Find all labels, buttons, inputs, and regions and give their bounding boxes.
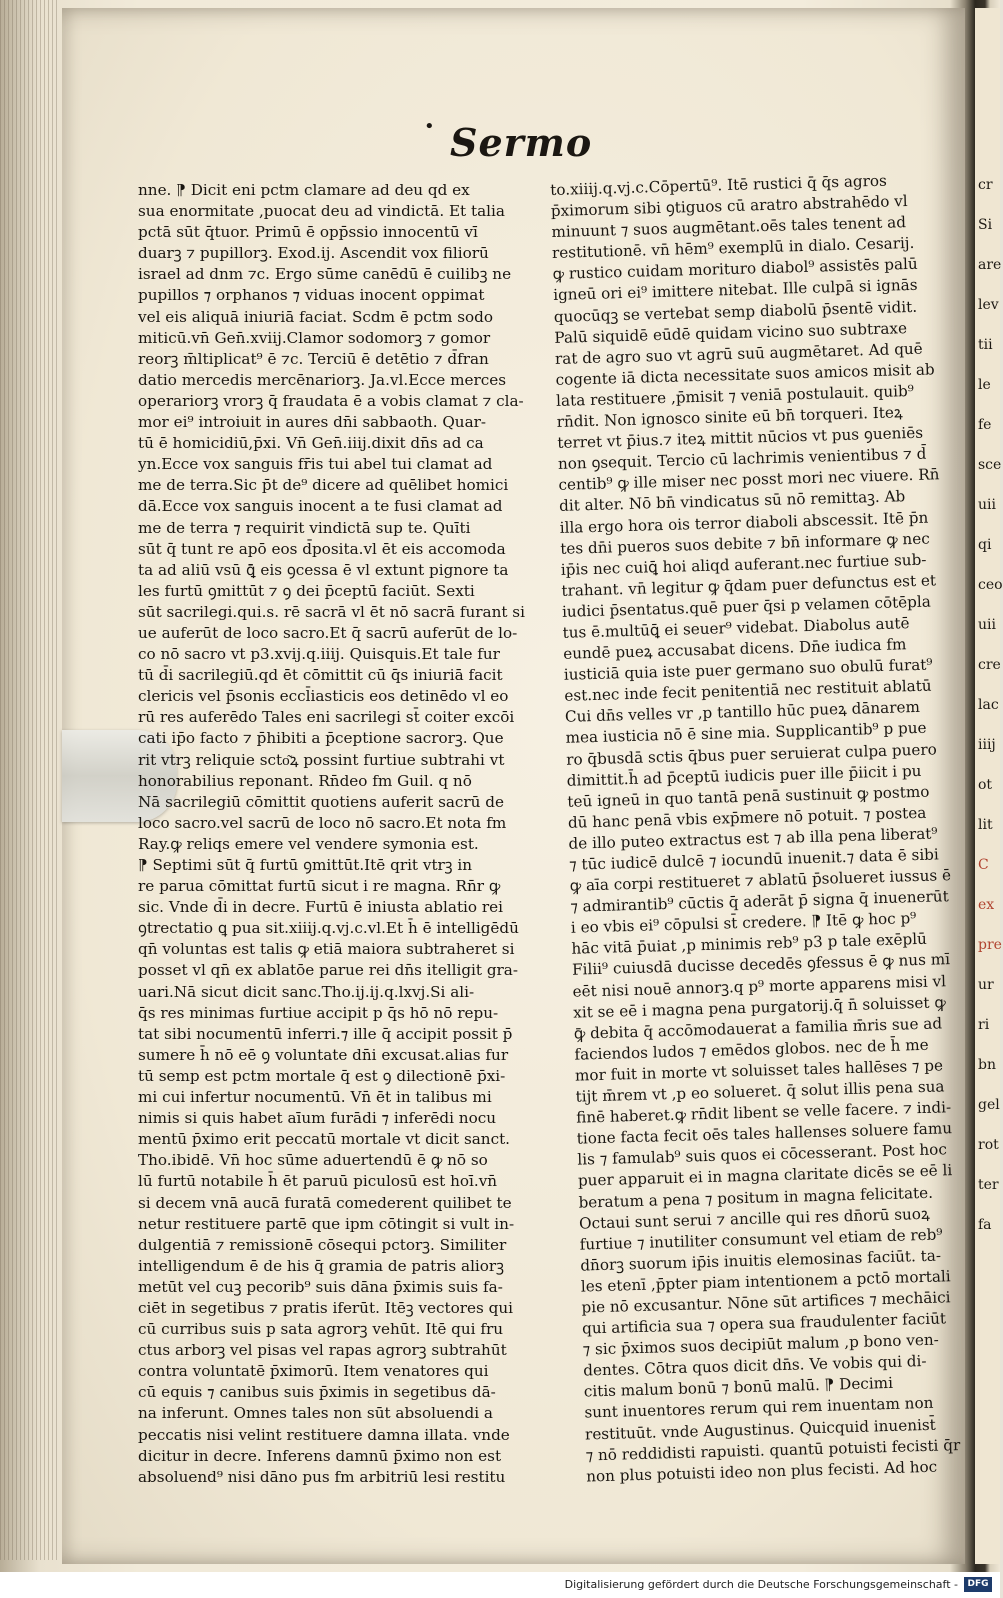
text-line: ciēt in segetibus ⁊ pratis iferūt. Itēꝫ vectores qui [138, 1298, 513, 1317]
text-line: reorꝫ m̄ltiplicat⁹ ē ⁊c. Terciū ē detētio ⁊ d̄fran [138, 349, 489, 368]
text-line: teū igneū in quo tantā penā sustinuit ꝙ postmo [567, 782, 930, 811]
text-line: sūt q̄ tunt re apō eos d̄posita.vl ēt eis accomoda [138, 539, 506, 558]
book-page-edges [0, 0, 60, 1560]
text-line: non plus potuisti ideo non plus fecisti. Ad hoc [585, 1457, 938, 1486]
text-line: tus ē.multūꝗ̄ ei seuer⁹ videbat. Diabolus autē [562, 614, 910, 642]
facing-page-fragment: lac [978, 697, 999, 713]
facing-page-fragment: rot [978, 1137, 999, 1153]
text-line: qui artificia sua ⁊ opera sua fraudulenter faciūt [581, 1309, 947, 1338]
text-line: cati ip̄o facto ⁊ p̄hibiti a p̄ceptione sacrorꝫ. Que [138, 729, 504, 748]
text-line: co nō sacro vt p3.xvij.q.iiij. Quisquis.Et tale fur [138, 645, 500, 664]
dfg-logo: DFG [964, 1577, 992, 1592]
text-line: absoluend⁹ nisi dāno pus fm arbitriū lesi restitu [138, 1467, 506, 1486]
facing-page-fragment: tii [978, 337, 993, 353]
text-column-left [138, 180, 548, 1488]
text-line: ⁊ nō reddidisti rapuisti. quantū potuisti fecisti q̄r [585, 1435, 961, 1465]
text-line: puer apparuit ei in magna claritate dicēs se eē li [577, 1161, 953, 1191]
text-line: iusticiā quia iste puer germano suo obulū furat⁹ [563, 655, 933, 684]
text-line: ro q̄busdā sctis q̄bus puer seruierat culpa puero [565, 739, 938, 769]
text-line: uari.Nā sicut dicit sanc.Tho.ij.ij.q.lxvj.Si ali- [138, 982, 475, 1001]
text-line: Palū siquidē eūdē quidam vicino suo subtraxe [554, 318, 908, 347]
text-line: metūt vel cuꝫ pecorib⁹ suis dāna p̄ximis suis fa- [138, 1277, 503, 1296]
text-line: cogente iā dicta necessitate suos amicos misit ab [555, 360, 935, 389]
text-line: q̄s res minimas furtiue accipit p q̄s hō nō repu- [138, 1003, 499, 1022]
text-line: non ꝯsequit. Tercio cū lachrimis venientibus ⁊ d̄ [557, 444, 927, 474]
text-line: ctus arborꝫ vel pisas vel rapas agrorꝫ subtrahūt [138, 1341, 507, 1360]
text-line: Tho.ibidē. Vn̄ hoc sūme aduertendū ē ꝙ nō so [138, 1151, 488, 1170]
text-line: illa ergo hora ois terror diaboli abscessit. Itē p̄n [559, 508, 929, 537]
facing-page-fragment: bn [978, 1057, 996, 1073]
text-line: cū equis ⁊ canibus suis p̄ximis in segetibus dā- [138, 1383, 496, 1402]
text-line: ⁊ sic p̄ximos suos decipiūt malum ,p bono ven- [582, 1330, 939, 1359]
text-line: dentes. Cōtra quos dicit dn̄s. Ve vobis qui di- [583, 1352, 927, 1380]
text-line: peccatis nisi velint restituere damna illata. vnde [138, 1425, 510, 1444]
text-line: terret vt p̄ius.⁊ iteꝝ mittit nūcios vt pus ꝯueniēs [557, 423, 924, 453]
text-line: mi cui infertur nocumentū. Vn̄ ēt in talibus mi [138, 1088, 492, 1107]
text-line: furtiue ⁊ inutiliter consumunt vel etiam de reb⁹ [579, 1225, 943, 1254]
text-line: i eo vbis ei⁹ cōpulsi st̄ credere. ⁋ Itē ꝙ hoc p⁹ [570, 909, 917, 937]
text-line: rn̄dit. Non ignosco sinite eū bn̄ torqueri. Iteꝝ [556, 403, 903, 431]
facing-page-fragment: uii [978, 497, 996, 513]
text-line: Octaui sunt serui ⁊ ancille qui res dn̄orū suoꝝ [578, 1204, 930, 1233]
facing-page-fragment: ex [978, 897, 995, 913]
text-line: lis ⁊ famulab⁹ suis quos ei cōcesserant. Post hoc [577, 1140, 948, 1169]
facing-page-fragment: le [978, 377, 991, 393]
text-line: ꝙ aīa corpi restitueret ⁊ ablatū p̄solueret iussus ē [569, 866, 952, 895]
text-line: nimis si quis habet aīum furādi ⁊ inferēdi nocu [138, 1109, 496, 1128]
text-line: cū curribus suis p sata agrorꝫ vehūt. Itē qui fru [138, 1320, 504, 1339]
text-line: dn̄orꝫ suorum ip̄is inuitis elemosinas faciūt. ta- [580, 1246, 942, 1275]
text-line: ⁊ tūc iudicē dulcē ⁊ iocundū inuenit.⁊ data ē sibi [568, 845, 939, 874]
text-line: lū furtū notabile h̄ ēt paruū piculosū est hoī.vn̄ [138, 1172, 498, 1191]
text-line: dicitur in decre. Inferens damnū p̄ximo non est [138, 1446, 502, 1465]
text-line: igneū ori ei⁹ imittere nitebat. Ille culpā si ignās [552, 276, 918, 305]
facing-page-fragment: iiij [978, 737, 996, 753]
text-line: ip̄is nec cuiꝗ̄ hoi aliqd auferant.nec furtiue sub- [560, 550, 927, 579]
text-line: minuunt ⁊ suos augmētant.oēs tales tenent ad [551, 213, 907, 242]
text-line: rat de agro suo vt agrū suū augmētaret. Ad quē [554, 339, 923, 368]
text-line: trahant. vn̄ legitur ꝙ q̄dam puer defunctus est et [561, 571, 937, 600]
text-line: loco sacro.vel sacrū de loco nō sacro.Et nota fm [138, 813, 507, 832]
text-line: sumere h̄ nō eē ꝯ voluntate dn̄i excusat.alias fur [138, 1045, 509, 1064]
text-line: re parua cōmittat furtū sicut i re magna. Rn̄r ꝙ [138, 877, 501, 896]
text-line: ⁋ Septimi sūt q̄ furtū ꝯmittūt.Itē qrit vtrꝫ in [138, 856, 473, 874]
text-line: tijt m̄rem vt ,p eo solueret. q̄ solut illis pena sua [575, 1077, 945, 1106]
text-line: tat sibi nocumentū inferri.⁊ ille q̄ accipit possit p̄ [138, 1024, 513, 1043]
facing-page-fragment: lit [978, 817, 993, 833]
text-line: beratum a pena ⁊ positum in magna felicitate. [578, 1183, 934, 1212]
funding-credit: Digitalisierung gefördert durch die Deutsche Forschungsgemeinschaft - [564, 1578, 958, 1591]
text-line: dū hanc penā vbis exp̄mere nō potuit. ⁊ postea [567, 803, 927, 832]
facing-page-fragment: ri [978, 1017, 990, 1033]
text-line: nne. ⁋ Dicit eni pctm clamare ad deu qd ex [138, 181, 470, 199]
text-line: dimittit.h̄ ad p̄ceptū iudicis puer ille p̄iicit i pu [566, 761, 922, 790]
facing-page-fragment: Si [978, 217, 993, 233]
facing-page-fragment: sce [978, 457, 1002, 473]
facing-page-fragment: ceo [978, 577, 1003, 593]
text-line: tū semp est pctm mortale q̄ est ꝯ dilectionē p̄xi- [138, 1066, 506, 1085]
text-line: hāc vitā p̄uiat ,p minimis reb⁹ p3 p tale exēplū [571, 930, 928, 959]
text-line: est.nec inde fecit penitentiā nec restituit ablatū [564, 676, 932, 706]
text-line: me de terra.Sic p̄t de⁹ dicere ad quēlibet homici [138, 476, 509, 495]
text-line: dulgentiā ⁊ remissionē cōsequi pctorꝫ. Similiter [138, 1235, 507, 1254]
text-line: finē haberet.ꝙ rn̄dit libent se velle facere. ⁊ indi- [575, 1098, 952, 1127]
text-line: Nā sacrilegiū cōmittit quotiens auferit sacrū de [138, 792, 505, 811]
text-line: pctā sūt q̄tuor. Primū ē opp̄ssio innocentū vī [138, 223, 478, 242]
text-line: posset vl qn̄ ex ablatōe parue rei dn̄s itelligit gra- [138, 961, 518, 980]
facing-page-fragment: C [978, 857, 989, 873]
running-title-dot: • [424, 116, 435, 137]
text-line: mor fuit in morte vt soluisset tales hallēses ⁊ pe [574, 1056, 944, 1085]
text-line: de illo puteo extractus est ⁊ ab illa pena liberat⁹ [568, 824, 938, 853]
facing-page-fragment: are [978, 257, 1002, 273]
text-line: honorabilius reponant. Rn̄deo fm Guil. q nō [138, 771, 472, 790]
text-line: clericis vel p̄sonis eccl̄iasticis eos detinēdo vl eo [138, 687, 509, 706]
text-line: sunt inuentores rerum qui rem inuentam non [584, 1394, 934, 1422]
facing-page-fragment: cre [978, 657, 1001, 673]
footer-bar [0, 1572, 1000, 1598]
text-line: ta ad aliū vsū ꝗ̄ eis ꝯcessa ē vl extunt pignore ta [138, 560, 509, 579]
text-line: ꝙ̄ debita q̄ accōmodauerat a familia m̄ris sue ad [573, 1014, 943, 1043]
running-title: Sermo [450, 120, 593, 165]
text-line: dit alter. Nō bn̄ vindicatus sū nō remittaꝫ. Ab [558, 487, 906, 516]
text-line: intelligendum ē de his q̄ gramia de patris aliorꝫ [138, 1256, 504, 1275]
facing-page-fragment: fa [978, 1217, 992, 1233]
facing-page-fragment: lev [978, 297, 999, 313]
facing-page-fragment: gel [978, 1097, 1000, 1113]
text-line: datio mercedis mercēnariorꝫ. Ja.vl.Ecce merces [138, 370, 507, 389]
text-line: operariorꝫ vrorꝫ q̄ fraudata ē a vobis clamat ⁊ cla- [138, 391, 524, 410]
text-line: citis malum bonū ⁊ bonū malū. ⁋ Decimi [583, 1374, 894, 1401]
facing-page-fragment: cr [978, 177, 993, 193]
text-line: mentū p̄ximo erit peccatū mortale vt dicit sanct. [138, 1130, 511, 1149]
text-line: tū d̄i sacrilegiū.qd ēt cōmittit cū q̄s iniuriā facit [138, 666, 503, 685]
text-line: na inferunt. Omnes tales non sūt absoluendi a [138, 1404, 493, 1423]
text-line: to.xiiij.q.vj.c.Cōpertū⁹. Itē rustici q̄ q̄s agros [550, 171, 888, 199]
facing-page-fragment: ur [978, 977, 994, 993]
text-line: sūt sacrilegi.qui.s. rē sacrā vl ēt nō sacrā furant si [138, 602, 525, 621]
text-line: dā.Ecce vox sanguis inocent a te fusi clamat ad [138, 497, 503, 516]
text-line: rit vtrꝫ reliquie scto͂ꝝ possint furtiue subtrahi vt [138, 750, 505, 769]
text-line: restituūt. vnde Augustinus. Quicquid inuenist̄ [584, 1415, 936, 1444]
facing-page-fragment: uii [978, 617, 996, 633]
text-line: Cui dn̄s velles vr ,p tantillo hūc pueꝝ dānarem [564, 698, 921, 727]
text-line: eundē pueꝝ accusabat dicens. Dn̄e iudica fm [562, 635, 907, 663]
text-line: sua enormitate ,puocat deu ad vindictā. Et talia [138, 202, 505, 221]
text-line: yn.Ecce vox sanguis fr̄is tui abel tui clamat ad [138, 455, 493, 474]
text-line: eēt nisi nouē annorꝫ.q p⁹ morte apparens misi vl [572, 971, 947, 1001]
text-line: qn̄ voluntas est talis ꝙ etiā maiora subtraheret si [138, 940, 515, 959]
text-line: si decem vnā aucā furatā comederent quilibet te [138, 1193, 512, 1212]
text-line: quocūqꝫ se vertebat semp diabolū p̄sentē vidit. [553, 297, 918, 326]
facing-page-fragment: ter [978, 1177, 999, 1193]
text-line: Ray.ꝙ reliqs emere vel vendere symonia est. [138, 834, 479, 853]
facing-page-fragment: qi [978, 537, 992, 553]
text-line: lata restituere ,p̄misit ⁊ veniā postulauit. quib⁹ [555, 381, 915, 410]
facing-page-strip [975, 8, 1003, 1564]
text-line: faciendos ludos ⁊ emēdos globos. nec de h̄ me [574, 1035, 929, 1064]
text-line: rū res auferēdo Tales eni sacrilegi st̄ coiter excōi [138, 708, 515, 727]
facing-page-fragment: pre [978, 937, 1002, 953]
facing-page-fragment: ot [978, 777, 993, 793]
text-line: netur restituere partē que ipm cōtingit si vult in- [138, 1214, 515, 1233]
text-line: p̄ximorum sibi ꝯtiguos cū aratro abstrahēdo vl [550, 192, 908, 221]
text-line: les furtū ꝯmittūt ⁊ ꝯ dei p̄ceptū faciūt. Sexti [138, 581, 475, 600]
text-line: israel ad dnm ⁊c. Ergo sūme canēdū ē cuilibꝫ ne [138, 265, 512, 284]
text-line: miticū.vn̄ Gen̄.xviij.Clamor sodomorꝫ ⁊ gomor [138, 328, 491, 347]
text-line: ue auferūt de loco sacro.Et q̄ sacrū auferūt de lo- [138, 623, 518, 642]
text-line: duarꝫ ⁊ pupillorꝫ. Exod.ij. Ascendit vox filiorū [138, 244, 489, 263]
text-line: les etenī ,p̄pter piam intentionem a pctō mortali [580, 1267, 951, 1296]
text-line: me de terra ⁊ requirit vindictā sup te. Quīti [138, 518, 471, 537]
text-line: tū ē homicidiū,p̄xi. Vn̄ Gen̄.iiij.dixit dn̄s ad ca [138, 434, 484, 453]
text-line: restitutionē. vn̄ hēm⁹ exemplū in dialo. Cesarij. [551, 234, 915, 263]
text-line: xit se eē i magna pena purgatorij.q̄ n̄ soluisset ꝙ [572, 992, 946, 1022]
text-line: Filii⁹ cuiusdā ducisse decedēs ꝯfessus ē ꝙ nus mī [571, 950, 951, 980]
text-line: tes dn̄i pueros suos debite ⁊ bn̄ informare ꝙ nec [560, 529, 930, 558]
text-line: sic. Vnde d̄i in decre. Furtū ē iniusta ablatio rei [138, 898, 503, 917]
text-column-right [550, 169, 996, 1488]
text-line: pie nō excusantur. Nōne sūt artifices ⁊ mechāici [581, 1288, 951, 1317]
text-line: mor ei⁹ introiuit in aures dn̄i sabbaoth. Quar- [138, 413, 487, 432]
text-line: mea iusticia nō ē sine mia. Supplicantib⁹ p pue [565, 719, 927, 748]
facing-page-fragment: fe [978, 417, 992, 433]
text-line: tione facta fecit oēs tales hallenses soluere famu [576, 1119, 953, 1148]
text-line: centib⁹ ꝙ ille miser nec posst mori nec viuere. Rn̄ [558, 465, 940, 495]
text-line: contra voluntatē p̄ximorū. Item venatores qui [138, 1362, 489, 1381]
text-line: vel eis aliquā iniuriā faciat. Scdm ē pctm sodo [138, 307, 494, 326]
text-line: iudici p̄sentatus.quē puer q̄si p velamen cōtēpla [561, 592, 932, 621]
text-line: ꝙ rustico cuidam morituro diabol⁹ assistēs palū [552, 255, 918, 284]
text-line: pupillos ⁊ orphanos ⁊ viduas inocent oppimat [138, 286, 485, 305]
text-line: ⁊ admirantib⁹ cūctis q̄ aderāt p̄ signa q̄ inuenerūt [570, 887, 949, 916]
text-line: ꝯtrectatio ꝗ pua sit.xiiij.q.vj.c.vl.Et h̄ ē intelligēdū [138, 919, 519, 938]
